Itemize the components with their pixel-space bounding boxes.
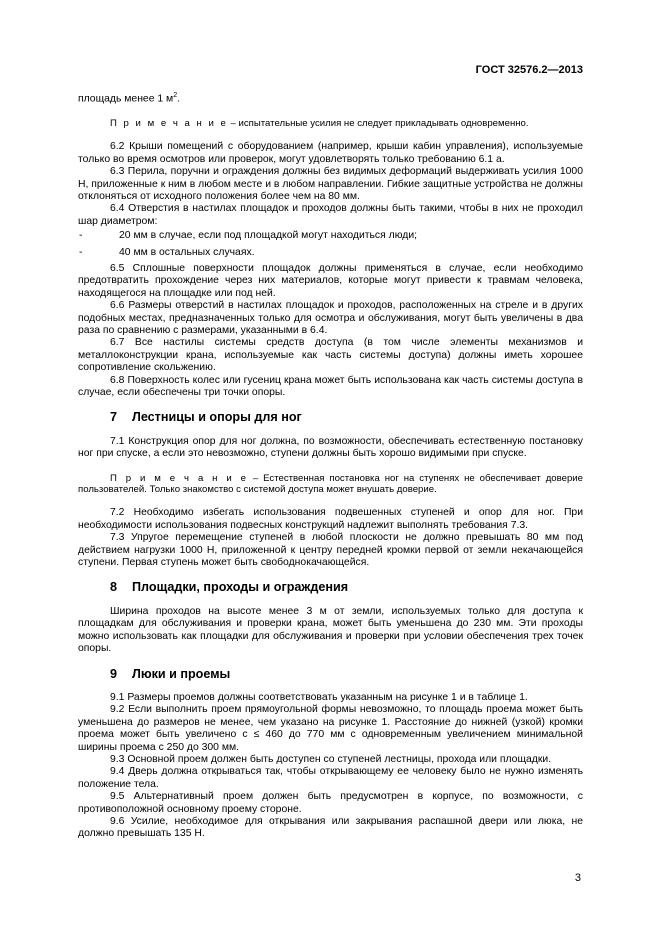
paragraph-6-5: 6.5 Сплошные поверхности площадок должны применяться в случае, если необходимо предотвратить прохождение через них материалов, которые могут привести к травмам человека, находящегося на площадке или под ней. [78,262,583,299]
note-1 [78,118,583,129]
area-superscript: 2 [173,92,178,99]
paragraph-6-8: 6.8 Поверхность колес или гусениц крана может быть использована как часть системы доступа в случае, если обеспечены три точки опоры. [78,374,583,398]
paragraph-9-2: 9.2 Если выполнить проем прямоугольной формы невозможно, то площадь проема может быть уменьшена до размеров не менее, чем указано на рисунке 1. Расстояние до нижней (узкой) кромки проема может быть увеличено с ≤ 460 до 770 мм с одновременным увеличением минимальной ширины проема с 250 до 300 мм. [78,704,583,753]
section-number: 8 [110,580,118,595]
note-text: – Естественная постановка ног на ступенях не обеспечивает доверие пользователей. Только знакомство с системой доступа может внушать доверие. [78,472,583,496]
page-number: 3 [574,872,581,884]
paragraph-9-5: 9.5 Альтернативный проем должен быть предусмотрен в корпусе, по возможности, с противоположной основному проему стороне. [78,791,583,815]
paragraph-6-3: 6.3 Перила, поручни и ограждения должны без видимых деформаций выдерживать усилия 1000 Н, приложенные к ним в любом месте и в любом направлении. Гибкие защитные устройства не должны отклоняться от исходного положения более чем на 80 мм. [78,166,583,202]
section-number: 9 [110,666,118,681]
list-item-text: 40 мм в остальных случаях. [119,246,255,258]
list-item-text: 20 мм в случае, если под площадкой могут находиться люди; [119,230,418,242]
section-title: Площадки, проходы и ограждения [132,580,349,595]
section-number: 7 [110,410,118,425]
paragraph-6-7: 6.7 Все настилы системы средств доступа (в том числе элементы механизмов и металлоконструкции крана, используемые как часть системы доступа) должны иметь хорошее сопротивление скольжению. [78,337,583,374]
paragraph-7-1: 7.1 Конструкция опор для ног должна, по возможности, обеспечивать естественную постановку ног при спуске, а если это невозможно, ступени должны быть хорошо видимыми при спуске. [78,435,583,460]
paragraph-6-6: 6.6 Размеры отверстий в настилах площадок и проходов, расположенных на стреле и в других подобных местах, предназначенных только для осмотра и обслуживания, могут быть увеличены в два раза по сравнению с размерами, указанными в 6.4. [78,300,583,336]
list-item [78,230,583,242]
section-heading-8 [78,581,583,593]
paragraph-8: Ширина проходов на высоте менее 3 м от земли, используемых только для доступа к площадкам для обслуживания и проверки крана, может быть уменьшена до 230 мм. Эти проходы можно использовать как площадки для обслуживания и проверки при условии обеспечения трех точек опоры. [78,605,583,655]
section-heading-9 [78,668,583,680]
list-item [78,247,583,259]
paragraph-7-2: 7.2 Необходимо избегать использования подвешенных ступеней и опор для ног. При необходимости использования подвесных конструкций надлежит выполнять требования 7.3. [78,507,583,531]
paragraph-9-1: 9.1 Размеры проемов должны соответствовать указанным на рисунке 1 и в таблице 1. [110,691,528,703]
note-label: П р и м е ч а н и е [110,472,248,484]
paragraph-6-2: 6.2 Крыши помещений с оборудованием (например, крыши кабин управления), используемые только во время осмотров или проверок, могут удовлетворять только требованию 6.1 а. [78,141,583,165]
section-title: Лестницы и опоры для ног [132,410,302,425]
paragraph-9-3: 9.3 Основной проем должен быть доступен со ступеней лестницы, прохода или площадки. [110,753,552,765]
paragraph-7-3: 7.3 Упругое перемещение ступеней в любой плоскости не должно превышать 80 мм под действием нагрузки 1000 Н, приложенной к центру передней кромки первой от земли некачающейся ступени. Первая ступень может быть свободнокачающейся. [78,532,583,569]
standard-header: ГОСТ 32576.2—2013 [475,64,583,76]
note-text: – испытательные усилия не следует прикладывать одновременно. [227,117,529,129]
section-title: Люки и проемы [132,666,231,681]
note-2 [78,473,583,496]
dash-marker: - [79,246,83,258]
paragraph-6-4: 6.4 Отверстия в настилах площадок и проходов должны быть такими, чтобы в них не проходил шар диаметром: [78,203,583,227]
area-text: площадь менее 1 м [78,93,174,105]
paragraph-9-6: 9.6 Усилие, необходимое для открывания или закрывания распашной двери или люка, не должно превышать 135 Н. [78,815,583,840]
note-label: П р и м е ч а н и е [110,117,228,129]
dash-marker: - [79,230,83,242]
section-heading-7 [78,411,583,423]
paragraph-9-4: 9.4 Дверь должна открываться так, чтобы открывающему ее человеку было не нужно изменять положение тела. [78,766,583,790]
area-period: . [177,93,180,105]
paragraph-area [78,90,583,106]
